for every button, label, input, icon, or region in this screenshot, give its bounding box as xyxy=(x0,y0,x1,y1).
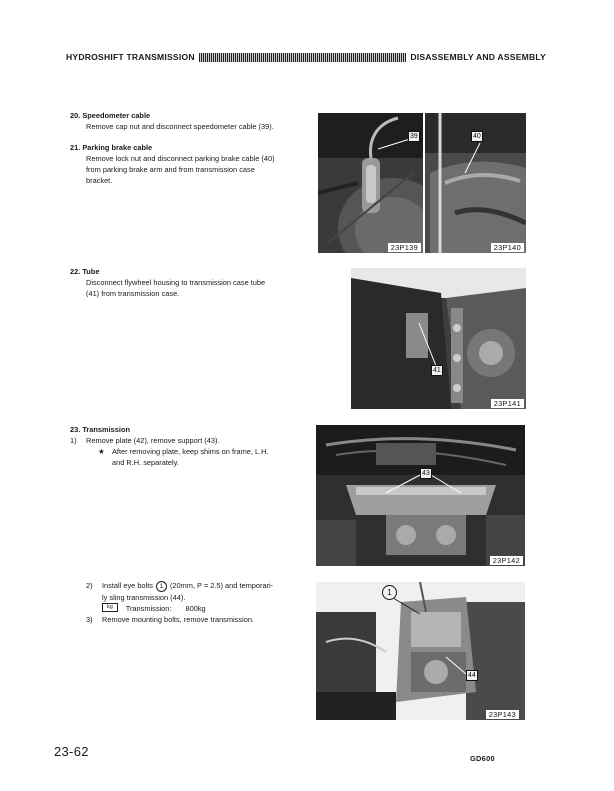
step-22-title: 22. Tube xyxy=(70,267,100,276)
photo-23p139 xyxy=(318,113,423,253)
weight-value: 800kg xyxy=(185,603,206,613)
step-22-line-2: (41) from transmission case. xyxy=(86,289,180,298)
photo-23p143-image xyxy=(316,582,525,720)
step-20-text: Remove cap nut and disconnect speedometer cable (39). xyxy=(86,122,274,131)
photo-23p141 xyxy=(351,268,526,409)
step-21-line-1: Remove lock nut and disconnect parking brake cable (40) xyxy=(86,154,275,163)
photo-23p143-tool-callout: 1 xyxy=(382,585,397,600)
photo-23p140-caption: 23P140 xyxy=(491,243,524,252)
photo-23p139-caption: 23P139 xyxy=(388,243,421,252)
step-23-note-cont xyxy=(70,457,320,468)
step-23-sub-2 xyxy=(86,580,326,592)
step-20 xyxy=(70,110,310,132)
photo-23p142-caption: 23P142 xyxy=(490,556,523,565)
weight-kg-icon: kg xyxy=(102,603,118,612)
photo-23p143-caption: 23P143 xyxy=(486,710,519,719)
sub-3-text: Remove mounting bolts, remove transmission. xyxy=(102,614,254,624)
step-23-sub-1 xyxy=(70,435,320,446)
photo-23p141-callout: 41 xyxy=(433,367,441,374)
note-line-2: and R.H. separately. xyxy=(112,458,179,467)
sub-3-number: 3) xyxy=(86,614,93,624)
photo-23p143-callout: 44 xyxy=(468,672,476,679)
photo-23p140 xyxy=(425,113,526,253)
photo-23p143 xyxy=(316,582,525,720)
step-21-line-2: from parking brake arm and from transmission case xyxy=(86,165,255,174)
sub-2-line-2: ly sling transmission (44). xyxy=(102,592,186,602)
step-23 xyxy=(70,424,320,468)
step-22 xyxy=(70,266,310,299)
step-20-title: 20. Speedometer cable xyxy=(70,111,151,120)
photo-23p139-callout: 39 xyxy=(410,133,418,140)
header-section-title: HYDROSHIFT TRANSMISSION xyxy=(66,52,195,62)
note-indent xyxy=(98,457,112,468)
weight-label: Transmission: xyxy=(125,603,172,613)
step-21-line-3: bracket. xyxy=(86,176,113,185)
photo-23p142 xyxy=(316,425,525,566)
header-chapter-title: DISASSEMBLY AND ASSEMBLY xyxy=(410,52,546,62)
photo-23p142-image xyxy=(316,425,525,566)
step-23-title: 23. Transmission xyxy=(70,425,130,434)
header-rule xyxy=(199,53,407,62)
photo-23p141-image xyxy=(351,268,526,409)
page-header xyxy=(66,50,546,64)
photo-23p142-callout: 43 xyxy=(422,470,430,477)
sub-2-text-a: Install eye bolts xyxy=(102,581,153,590)
step-23-later xyxy=(86,580,326,625)
tool-1-circle-icon: 1 xyxy=(156,581,167,592)
step-21-title: 21. Parking brake cable xyxy=(70,143,153,152)
sub-2-weight xyxy=(86,603,326,614)
step-21 xyxy=(70,142,310,186)
sub-2-text-b: (20mm, P = 2.5) and temporari- xyxy=(169,581,274,590)
sub-2-number: 2) xyxy=(86,581,93,590)
sub-1-number: 1) xyxy=(70,436,77,445)
sub-2-line-1 xyxy=(102,580,273,592)
model-code: GD600 xyxy=(470,754,495,763)
photo-23p141-caption: 23P141 xyxy=(491,399,524,408)
step-22-line-1: Disconnect flywheel housing to transmission case tube xyxy=(86,278,266,287)
sub-1-text: Remove plate (42), remove support (43). xyxy=(86,436,220,445)
page-number: 23-62 xyxy=(54,744,89,759)
step-23-note xyxy=(70,446,320,457)
note-line-1: After removing plate, keep shims on frame, L.H. xyxy=(112,447,269,456)
photo-23p140-callout: 40 xyxy=(473,133,481,140)
note-star-icon: ★ xyxy=(98,447,105,456)
step-23-sub-3 xyxy=(86,614,326,625)
